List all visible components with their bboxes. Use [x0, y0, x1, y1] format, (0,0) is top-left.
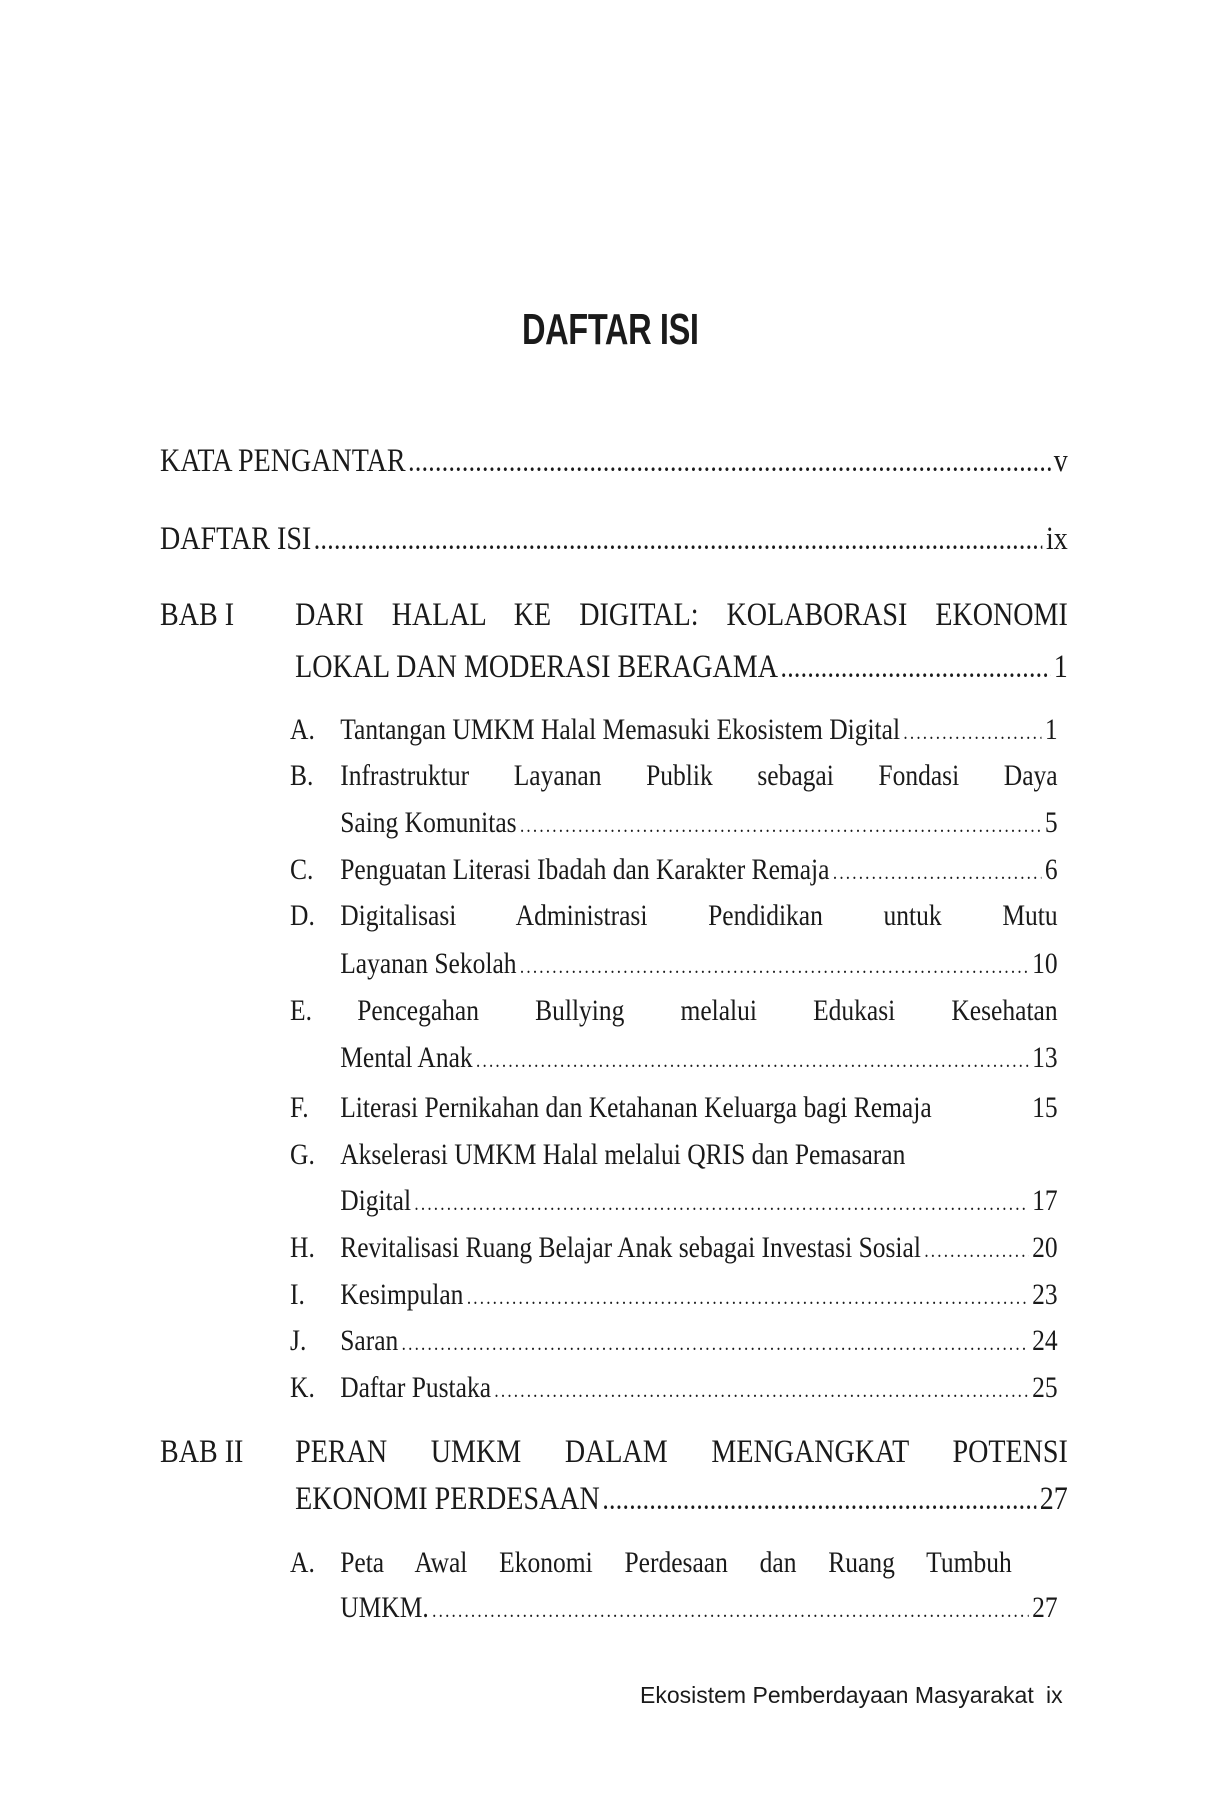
toc-entry-kata-pengantar[interactable] [160, 441, 1068, 481]
section-letter: F. [290, 1091, 309, 1124]
section-title: Penguatan Literasi Ibadah dan Karakter Remaja [340, 853, 830, 886]
section-title: Revitalisasi Ruang Belajar Anak sebagai Investasi Sosial [340, 1231, 921, 1264]
dot-leader [402, 1324, 1029, 1361]
toc-entry-page: ix [1045, 521, 1068, 557]
table-of-contents [160, 0, 1068, 1812]
section-entry[interactable] [340, 1088, 1057, 1128]
section-page: 5 [1044, 806, 1058, 839]
section-letter: H. [290, 1231, 315, 1264]
section-letter: G. [290, 1138, 315, 1171]
section-entry[interactable] [340, 1321, 1057, 1361]
section-title-continued: Layanan Sekolah [340, 947, 517, 980]
chapter-number: BAB I [160, 597, 235, 633]
dot-leader [432, 1591, 1029, 1628]
running-footer-title: Ekosistem Pemberdayaan Masyarakat [640, 1682, 1034, 1708]
section-title: Literasi Pernikahan dan Ketahanan Keluarga bagi Remaja [340, 1091, 932, 1124]
section-title-continued: UMKM. [340, 1591, 429, 1624]
dot-leader [409, 444, 1050, 481]
dot-leader [520, 806, 1041, 843]
section-title: Saran [340, 1324, 399, 1357]
section-letter: A. [290, 713, 315, 746]
chapter-title-line: EKONOMI PERDESAAN [295, 1481, 600, 1517]
section-title[interactable]: Digitalisasi Administrasi Pendidikan untuk Mutu [340, 899, 1058, 932]
section-page: 15 [1032, 1091, 1058, 1124]
chapter-title-line[interactable]: PERAN UMKM DALAM MENGANGKAT POTENSI [295, 1434, 1068, 1470]
section-page: 20 [1032, 1231, 1058, 1264]
chapter-number: BAB II [160, 1434, 244, 1470]
section-entry[interactable] [340, 1275, 1057, 1315]
section-letter: K. [290, 1371, 315, 1404]
toc-entry-page: v [1053, 443, 1068, 479]
section-entry[interactable] [340, 710, 1057, 750]
dot-leader [924, 1231, 1028, 1268]
section-title-continued: Digital [340, 1184, 412, 1217]
dot-leader [781, 650, 1050, 687]
section-letter: E. [290, 994, 313, 1027]
chapter-title-line: LOKAL DAN MODERASI BERAGAMA [295, 649, 778, 685]
section-letter: C. [290, 853, 314, 886]
section-letter: I. [290, 1278, 305, 1311]
section-title: Daftar Pustaka [340, 1371, 492, 1404]
dot-leader [414, 1184, 1028, 1221]
chapter-title-line-with-page[interactable] [295, 647, 1068, 687]
section-page: 23 [1032, 1278, 1058, 1311]
section-title[interactable]: Infrastruktur Layanan Publik sebagai Fondasi Daya [340, 759, 1058, 792]
chapter-title-line-with-page[interactable] [295, 1479, 1068, 1519]
section-title[interactable]: Pencegahan Bullying melalui Edukasi Kesehatan [357, 994, 1058, 1027]
section-title: Tantangan UMKM Halal Memasuki Ekosistem Digital [340, 713, 901, 746]
dot-leader [603, 1482, 1036, 1519]
chapter-page: 27 [1039, 1481, 1068, 1517]
section-entry[interactable] [340, 1181, 1057, 1221]
section-page: 6 [1044, 853, 1058, 886]
section-page: 10 [1032, 947, 1058, 980]
toc-entry-daftar-isi[interactable] [160, 519, 1068, 559]
section-page: 13 [1032, 1041, 1058, 1074]
section-title[interactable]: Peta Awal Ekonomi Perdesaan dan Ruang Tumbuh [340, 1546, 1012, 1579]
section-entry[interactable] [340, 850, 1057, 890]
dot-leader [476, 1041, 1029, 1078]
running-footer-page-number: ix [1046, 1682, 1063, 1708]
section-page: 25 [1032, 1371, 1058, 1404]
dot-leader [467, 1278, 1029, 1315]
section-page: 27 [1032, 1591, 1058, 1624]
section-entry[interactable] [340, 1368, 1057, 1408]
toc-entry-label: DAFTAR ISI [160, 521, 312, 557]
section-letter: D. [290, 899, 315, 932]
section-entry[interactable] [340, 1228, 1057, 1268]
chapter-page: 1 [1053, 649, 1068, 685]
section-entry[interactable] [340, 1038, 1057, 1078]
dot-leader [520, 947, 1029, 984]
section-title-continued: Mental Anak [340, 1041, 473, 1074]
chapter-title-line[interactable]: DARI HALAL KE DIGITAL: KOLABORASI EKONOMI [295, 597, 1068, 633]
dot-leader [315, 522, 1043, 559]
section-letter: B. [290, 759, 314, 792]
section-entry[interactable] [340, 944, 1057, 984]
section-letter: A. [290, 1546, 315, 1579]
section-page: 17 [1032, 1184, 1058, 1217]
section-entry[interactable] [340, 1588, 1057, 1628]
section-page: 24 [1032, 1324, 1058, 1357]
section-entry[interactable] [340, 803, 1057, 843]
page-title-text: DAFTAR ISI [522, 305, 699, 354]
dot-leader [494, 1371, 1028, 1408]
section-page: 1 [1044, 713, 1058, 746]
section-title[interactable]: Akselerasi UMKM Halal melalui QRIS dan Pemasaran [340, 1138, 906, 1171]
dot-leader [903, 713, 1041, 750]
toc-entry-label: KATA PENGANTAR [160, 443, 406, 479]
section-title: Kesimpulan [340, 1278, 464, 1311]
dot-leader [833, 853, 1042, 890]
section-letter: J. [290, 1324, 307, 1357]
section-title-continued: Saing Komunitas [340, 806, 517, 839]
